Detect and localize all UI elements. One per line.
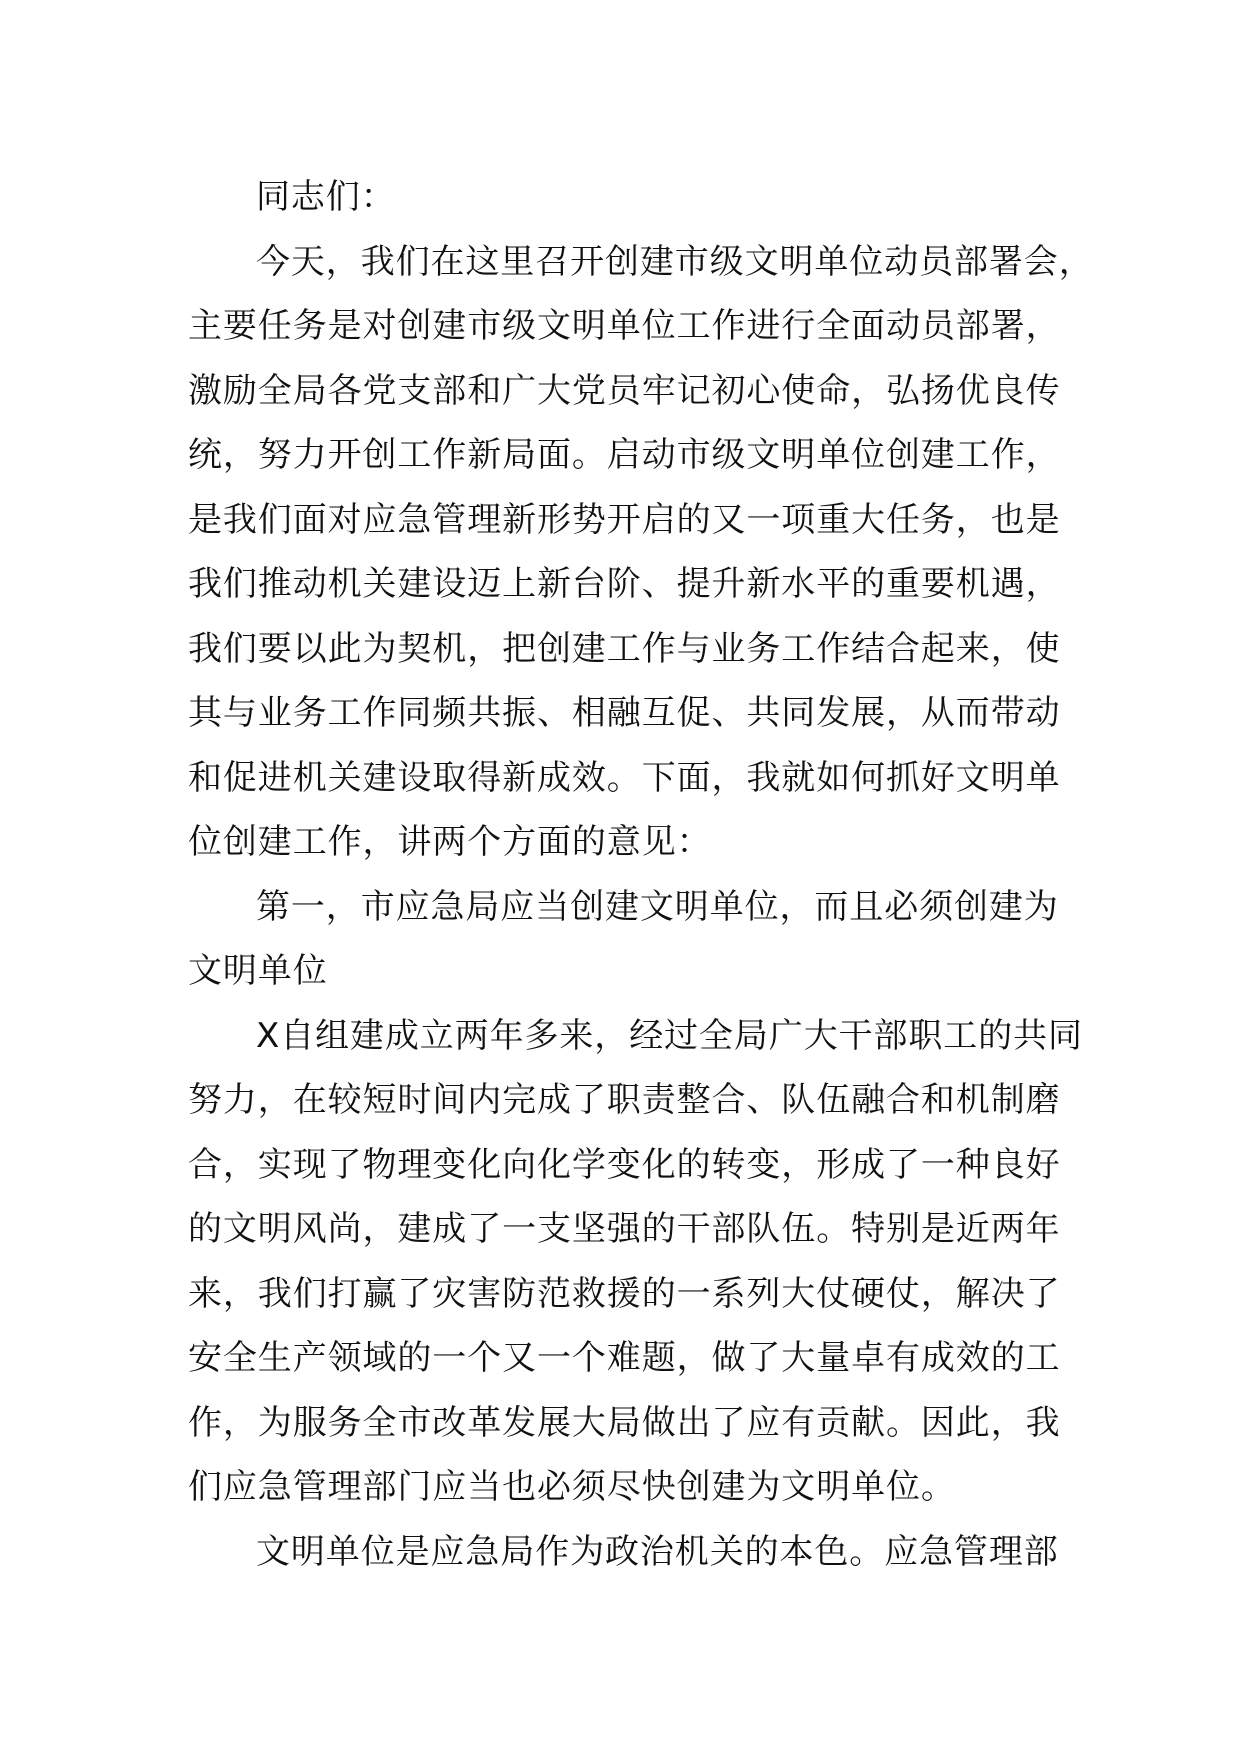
text-line: X自组建成立两年多来，经过全局广大干部职工的共同 (256, 1015, 1083, 1056)
text-line: 第一，市应急局应当创建文明单位，而且必须创建为 (256, 886, 1059, 927)
text-line: 其与业务工作同频共振、相融互促、共同发展，从而带动 (188, 693, 1061, 733)
text-line: 来，我们打赢了灾害防范救援的一系列大仗硬仗，解决了 (188, 1273, 1061, 1314)
text-line: 和促进机关建设取得新成效。下面，我就如何抓好文明单 (188, 757, 1061, 798)
text-line: 努力，在较短时间内完成了职责整合、队伍融合和机制磨 (188, 1080, 1061, 1120)
text-line: 统，努力开创工作新局面。启动市级文明单位创建工作， (188, 435, 1061, 475)
text-line: 激励全局各党支部和广大党员牢记初心使命，弘扬优良传 (188, 370, 1061, 411)
text-line: 文明单位是应急局作为政治机关的本色。应急管理部 (256, 1531, 1059, 1572)
text-line: 主要任务是对创建市级文明单位工作进行全面动员部署， (188, 306, 1061, 346)
text-line: 位创建工作，讲两个方面的意见： (188, 822, 712, 862)
text-line: 文明单位 (188, 951, 328, 991)
text-line: 合，实现了物理变化向化学变化的转变，形成了一种良好 (188, 1144, 1061, 1185)
text-line: 是我们面对应急管理新形势开启的又一项重大任务，也是 (188, 499, 1061, 540)
text-line: 我们要以此为契机，把创建工作与业务工作结合起来，使 (188, 628, 1061, 669)
text-line: 们应急管理部门应当也必须尽快创建为文明单位。 (188, 1467, 956, 1507)
text-line: 作，为服务全市改革发展大局做出了应有贡献。因此，我 (188, 1402, 1061, 1443)
document-body (188, 165, 1094, 1584)
text-line: 的文明风尚，建成了一支坚强的干部队伍。特别是近两年 (188, 1209, 1061, 1249)
text-line: 我们推动机关建设迈上新台阶、提升新水平的重要机遇， (188, 564, 1061, 604)
text-line: 安全生产领域的一个又一个难题，做了大量卓有成效的工 (188, 1338, 1061, 1378)
text-line: 同志们： (256, 177, 396, 217)
text-line: 今天，我们在这里召开创建市级文明单位动员部署会， (256, 241, 1094, 282)
